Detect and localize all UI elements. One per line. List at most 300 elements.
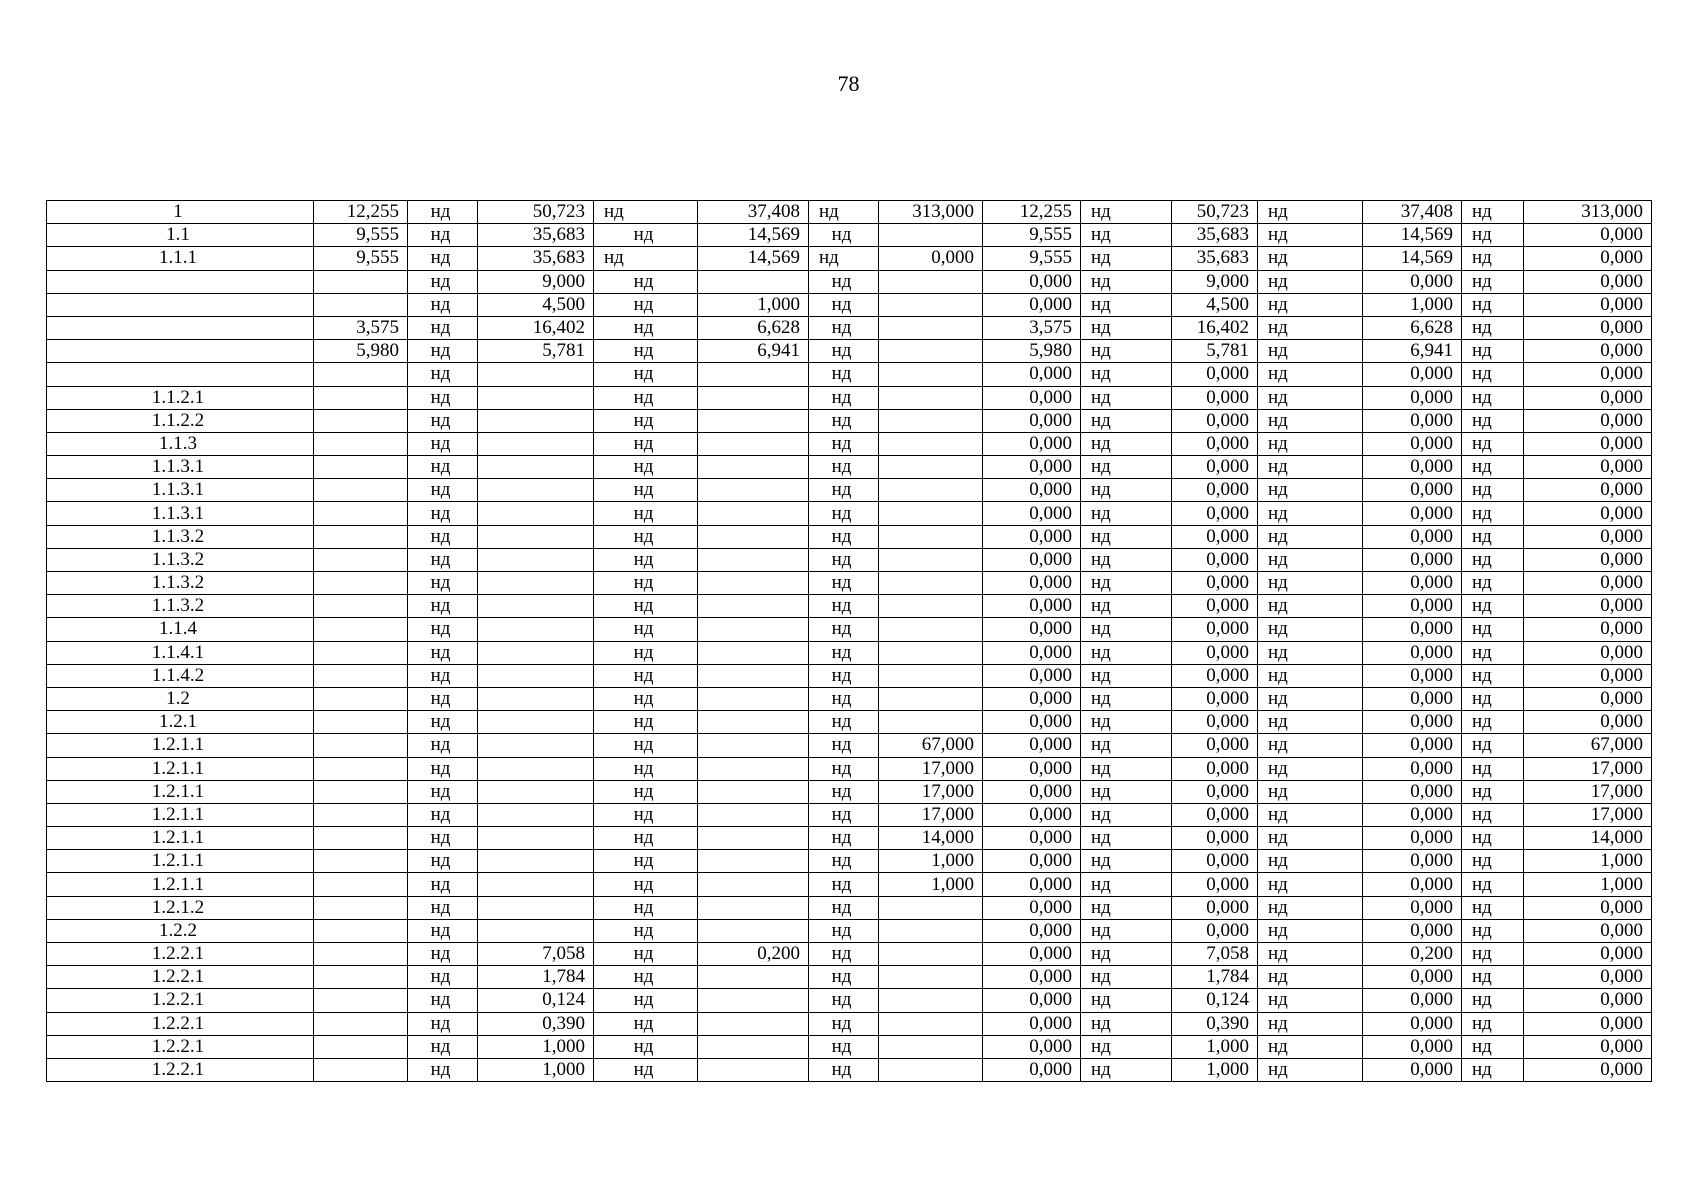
table-cell: нд [1081, 595, 1172, 618]
table-cell: 1,000 [1172, 1035, 1258, 1058]
table-cell: нд [1081, 224, 1172, 247]
table-cell: 0,000 [1363, 780, 1462, 803]
table-cell: нд [1258, 1058, 1363, 1081]
table-cell [314, 989, 408, 1012]
table-row [47, 780, 1652, 803]
table-row [47, 502, 1652, 525]
table-row [47, 224, 1652, 247]
table-cell: 0,000 [983, 827, 1081, 850]
table-cell [879, 896, 983, 919]
table-cell: 0,000 [983, 850, 1081, 873]
table-row [47, 1035, 1652, 1058]
table-cell: 6,628 [698, 316, 809, 339]
table-cell [478, 827, 594, 850]
table-cell: нд [1462, 641, 1524, 664]
table-cell: нд [1081, 409, 1172, 432]
table-cell [314, 548, 408, 571]
table-row [47, 548, 1652, 571]
table-cell: нд [1462, 850, 1524, 873]
table-cell [879, 641, 983, 664]
table-cell: 0,000 [1524, 1012, 1652, 1035]
table-cell: нд [1462, 456, 1524, 479]
table-cell: 0,000 [983, 409, 1081, 432]
table-cell: 0,000 [1524, 1035, 1652, 1058]
row-code-cell: 1.1.3.2 [47, 595, 314, 618]
table-row [47, 803, 1652, 826]
table-cell [698, 757, 809, 780]
table-cell: 17,000 [879, 780, 983, 803]
table-cell: нд [1462, 247, 1524, 270]
table-cell: нд [1081, 664, 1172, 687]
table-cell: нд [809, 1012, 879, 1035]
table-cell [698, 1012, 809, 1035]
table-cell: 0,000 [983, 1012, 1081, 1035]
table-row [47, 664, 1652, 687]
table-cell: 0,000 [1172, 548, 1258, 571]
table-cell: нд [1462, 293, 1524, 316]
table-cell [478, 664, 594, 687]
table-cell [879, 595, 983, 618]
table-cell: нд [1081, 618, 1172, 641]
table-cell: 6,941 [1363, 340, 1462, 363]
table-cell [314, 966, 408, 989]
table-cell: нд [594, 943, 698, 966]
table-cell: 0,000 [1172, 386, 1258, 409]
table-cell: нд [1258, 548, 1363, 571]
table-cell [478, 618, 594, 641]
table-cell [314, 432, 408, 455]
table-cell: нд [594, 1012, 698, 1035]
table-cell: 0,000 [1363, 711, 1462, 734]
table-cell: 17,000 [1524, 780, 1652, 803]
table-row [47, 850, 1652, 873]
table-cell [314, 827, 408, 850]
table-cell [698, 827, 809, 850]
table-cell: 0,000 [1363, 479, 1462, 502]
table-cell: нд [1258, 896, 1363, 919]
table-cell: 50,723 [478, 201, 594, 224]
row-code-cell [47, 316, 314, 339]
table-cell: 0,000 [983, 270, 1081, 293]
table-cell: нд [408, 1012, 478, 1035]
table-cell: нд [1258, 340, 1363, 363]
table-cell: нд [594, 479, 698, 502]
table-cell: нд [1258, 803, 1363, 826]
table-cell: 0,000 [983, 363, 1081, 386]
table-cell: нд [408, 850, 478, 873]
table-cell: 0,000 [983, 943, 1081, 966]
table-cell: нд [1258, 201, 1363, 224]
table-cell: нд [408, 363, 478, 386]
table-cell [879, 386, 983, 409]
table-cell [314, 618, 408, 641]
table-cell: нд [1081, 943, 1172, 966]
table-cell: нд [1462, 618, 1524, 641]
table-cell: нд [1462, 757, 1524, 780]
row-code-cell: 1.2.2 [47, 919, 314, 942]
table-cell [698, 502, 809, 525]
table-cell: нд [809, 479, 879, 502]
table-cell: нд [1258, 687, 1363, 710]
table-cell: 0,000 [983, 711, 1081, 734]
table-cell: нд [1081, 919, 1172, 942]
table-cell: 0,000 [1524, 572, 1652, 595]
table-cell: 0,124 [1172, 989, 1258, 1012]
table-cell: 0,000 [983, 618, 1081, 641]
table-cell: 0,000 [983, 664, 1081, 687]
table-cell: 0,000 [1172, 734, 1258, 757]
table-cell: нд [1081, 386, 1172, 409]
table-cell: нд [1258, 1035, 1363, 1058]
row-code-cell: 1.2.1.1 [47, 803, 314, 826]
table-cell: нд [809, 734, 879, 757]
table-cell: нд [1462, 664, 1524, 687]
table-cell: 14,569 [1363, 247, 1462, 270]
row-code-cell: 1.1.3.1 [47, 502, 314, 525]
table-cell [478, 456, 594, 479]
table-cell: нд [1258, 734, 1363, 757]
table-cell: 0,000 [983, 919, 1081, 942]
row-code-cell: 1.2.2.1 [47, 943, 314, 966]
row-code-cell: 1.2.1.2 [47, 896, 314, 919]
table-cell: нд [1081, 363, 1172, 386]
table-cell: 0,000 [1524, 293, 1652, 316]
table-cell [478, 711, 594, 734]
table-cell: 0,000 [1363, 989, 1462, 1012]
table-cell: нд [1081, 572, 1172, 595]
table-cell: 0,000 [1172, 525, 1258, 548]
row-code-cell: 1.1.3.1 [47, 479, 314, 502]
table-cell [879, 456, 983, 479]
table-cell [879, 664, 983, 687]
table-cell: нд [1081, 1058, 1172, 1081]
table-cell: нд [594, 618, 698, 641]
table-cell: 0,000 [1363, 456, 1462, 479]
table-cell: 0,000 [1363, 734, 1462, 757]
table-cell: 0,000 [1363, 432, 1462, 455]
table-cell: 0,000 [1363, 757, 1462, 780]
table-cell: 0,000 [1524, 316, 1652, 339]
table-cell: нд [809, 293, 879, 316]
table-cell: 0,000 [1172, 432, 1258, 455]
table-cell: 0,000 [1524, 386, 1652, 409]
table-cell: нд [1462, 1058, 1524, 1081]
table-cell [879, 409, 983, 432]
table-cell: нд [809, 664, 879, 687]
table-cell [314, 363, 408, 386]
data-table [46, 200, 1652, 1082]
table-cell: нд [594, 1035, 698, 1058]
table-cell: нд [594, 340, 698, 363]
table-cell [314, 1012, 408, 1035]
table-cell [478, 409, 594, 432]
table-cell [698, 919, 809, 942]
table-cell: 0,000 [1172, 664, 1258, 687]
row-code-cell: 1.2.2.1 [47, 1035, 314, 1058]
table-cell [698, 409, 809, 432]
table-cell: 0,000 [1363, 803, 1462, 826]
table-cell: нд [594, 247, 698, 270]
table-cell: 35,683 [478, 247, 594, 270]
table-cell [879, 572, 983, 595]
table-cell: 0,000 [1363, 1058, 1462, 1081]
table-cell [314, 943, 408, 966]
table-cell [879, 989, 983, 1012]
table-cell: нд [809, 386, 879, 409]
table-cell [879, 1012, 983, 1035]
table-cell [698, 711, 809, 734]
row-code-cell: 1.1.4.1 [47, 641, 314, 664]
table-cell: 0,000 [983, 687, 1081, 710]
table-cell: нд [1462, 409, 1524, 432]
table-cell: 0,000 [1172, 363, 1258, 386]
table-row [47, 432, 1652, 455]
table-cell: 4,500 [1172, 293, 1258, 316]
table-cell: 14,569 [698, 247, 809, 270]
table-cell: 0,000 [1524, 943, 1652, 966]
table-cell: 0,000 [1172, 757, 1258, 780]
page-number: 78 [837, 71, 860, 96]
table-cell: нд [1258, 943, 1363, 966]
table-cell: нд [809, 595, 879, 618]
table-cell: нд [809, 919, 879, 942]
table-cell: нд [1258, 757, 1363, 780]
table-cell [314, 1035, 408, 1058]
table-cell: нд [809, 989, 879, 1012]
table-cell: нд [1462, 873, 1524, 896]
table-cell [698, 270, 809, 293]
table-cell: нд [594, 919, 698, 942]
table-cell: нд [408, 595, 478, 618]
table-cell: нд [1081, 316, 1172, 339]
table-cell: нд [594, 386, 698, 409]
table-cell [478, 896, 594, 919]
table-cell: нд [1081, 247, 1172, 270]
table-cell [314, 711, 408, 734]
table-cell: 14,000 [1524, 827, 1652, 850]
table-cell: 0,000 [1524, 340, 1652, 363]
table-cell: 0,000 [1363, 966, 1462, 989]
table-cell: 0,000 [983, 502, 1081, 525]
table-cell: нд [1462, 525, 1524, 548]
table-cell: нд [1081, 1035, 1172, 1058]
table-cell [478, 734, 594, 757]
table-cell: нд [408, 664, 478, 687]
row-code-cell: 1.1.3.2 [47, 572, 314, 595]
table-cell: нд [594, 224, 698, 247]
table-cell: 0,000 [1524, 247, 1652, 270]
table-cell: 3,575 [314, 316, 408, 339]
table-cell: нд [594, 595, 698, 618]
table-cell: 5,980 [983, 340, 1081, 363]
table-row [47, 989, 1652, 1012]
table-row [47, 919, 1652, 942]
table-cell: 7,058 [478, 943, 594, 966]
table-cell: нд [1081, 896, 1172, 919]
table-cell: 67,000 [879, 734, 983, 757]
table-cell: нд [408, 757, 478, 780]
table-cell: 0,000 [1524, 664, 1652, 687]
table-cell: нд [1081, 502, 1172, 525]
table-cell: 5,980 [314, 340, 408, 363]
table-cell: 37,408 [698, 201, 809, 224]
table-cell [314, 502, 408, 525]
row-code-cell: 1.1 [47, 224, 314, 247]
table-cell: 0,000 [1524, 687, 1652, 710]
table-cell: 0,000 [1363, 827, 1462, 850]
table-cell: нд [809, 896, 879, 919]
table-cell [478, 525, 594, 548]
table-cell: нд [1081, 989, 1172, 1012]
table-row [47, 316, 1652, 339]
table-cell [698, 896, 809, 919]
table-cell: нд [1258, 432, 1363, 455]
table-cell: нд [1081, 432, 1172, 455]
table-cell [478, 919, 594, 942]
table-cell: 0,000 [1524, 966, 1652, 989]
table-cell [879, 270, 983, 293]
table-cell [879, 966, 983, 989]
table-cell: 14,569 [1363, 224, 1462, 247]
table-cell: 0,000 [1524, 270, 1652, 293]
table-cell: нд [809, 363, 879, 386]
table-cell: 0,000 [1524, 595, 1652, 618]
table-row [47, 641, 1652, 664]
table-cell [698, 456, 809, 479]
table-cell [698, 595, 809, 618]
table-cell [698, 572, 809, 595]
row-code-cell: 1.1.1 [47, 247, 314, 270]
table-cell: 0,000 [1363, 548, 1462, 571]
row-code-cell: 1.2.1 [47, 711, 314, 734]
table-cell: нд [809, 757, 879, 780]
table-cell: 7,058 [1172, 943, 1258, 966]
table-cell: нд [1258, 316, 1363, 339]
table-cell: 1,000 [1172, 1058, 1258, 1081]
table-cell: нд [1462, 734, 1524, 757]
table-cell: 0,000 [1172, 641, 1258, 664]
row-code-cell [47, 270, 314, 293]
table-cell: 0,000 [983, 548, 1081, 571]
table-cell: нд [1081, 803, 1172, 826]
table-cell: 0,000 [1524, 618, 1652, 641]
row-code-cell: 1.2.1.1 [47, 827, 314, 850]
table-cell: нд [1462, 316, 1524, 339]
table-cell [698, 525, 809, 548]
table-cell: нд [809, 687, 879, 710]
table-cell: 0,000 [1172, 456, 1258, 479]
table-cell [698, 803, 809, 826]
table-cell: 17,000 [879, 803, 983, 826]
table-cell: 313,000 [1524, 201, 1652, 224]
table-cell: нд [1258, 595, 1363, 618]
table-cell: нд [1258, 572, 1363, 595]
table-cell [314, 641, 408, 664]
table-cell: 0,000 [1172, 595, 1258, 618]
table-row [47, 827, 1652, 850]
table-cell [478, 757, 594, 780]
table-cell: 5,781 [478, 340, 594, 363]
row-code-cell: 1.1.3.2 [47, 525, 314, 548]
table-cell: нд [594, 664, 698, 687]
table-row [47, 201, 1652, 224]
table-row [47, 363, 1652, 386]
table-cell [698, 1035, 809, 1058]
table-cell [314, 919, 408, 942]
table-cell: 0,000 [1363, 572, 1462, 595]
table-cell: нд [1258, 224, 1363, 247]
table-cell: 0,000 [983, 479, 1081, 502]
table-cell [478, 479, 594, 502]
table-cell: нд [1462, 1035, 1524, 1058]
table-cell: 0,000 [983, 386, 1081, 409]
table-cell: 1,000 [1524, 873, 1652, 896]
table-cell: 0,124 [478, 989, 594, 1012]
table-cell: нд [1258, 363, 1363, 386]
table-cell: нд [408, 572, 478, 595]
table-cell [478, 803, 594, 826]
table-cell: 9,000 [1172, 270, 1258, 293]
table-cell: 1,000 [1363, 293, 1462, 316]
table-cell: нд [809, 780, 879, 803]
row-code-cell: 1.2.1.1 [47, 873, 314, 896]
table-cell: нд [408, 201, 478, 224]
table-cell: нд [594, 201, 698, 224]
table-cell [314, 896, 408, 919]
row-code-cell: 1.2.2.1 [47, 966, 314, 989]
table-cell [698, 687, 809, 710]
table-cell: нд [408, 827, 478, 850]
table-cell: нд [809, 1058, 879, 1081]
table-cell: 0,000 [1172, 618, 1258, 641]
table-cell [478, 687, 594, 710]
table-cell: нд [809, 340, 879, 363]
row-code-cell: 1.1.3 [47, 432, 314, 455]
table-cell [478, 780, 594, 803]
table-cell [478, 363, 594, 386]
table-cell [879, 711, 983, 734]
table-cell [698, 850, 809, 873]
table-cell: 0,000 [1363, 270, 1462, 293]
table-cell: 17,000 [1524, 757, 1652, 780]
table-body [47, 201, 1652, 1082]
table-cell: нд [594, 525, 698, 548]
table-cell: нд [408, 409, 478, 432]
table-cell [698, 548, 809, 571]
table-cell: нд [809, 409, 879, 432]
table-cell: нд [408, 316, 478, 339]
table-cell [879, 316, 983, 339]
table-cell [314, 525, 408, 548]
table-cell: 0,390 [1172, 1012, 1258, 1035]
table-cell: 17,000 [1524, 803, 1652, 826]
table-cell: нд [1462, 1012, 1524, 1035]
table-cell: 0,000 [1363, 687, 1462, 710]
table-cell [698, 641, 809, 664]
table-cell: 0,000 [983, 896, 1081, 919]
table-cell: нд [1462, 711, 1524, 734]
table-cell: нд [1462, 548, 1524, 571]
table-cell [879, 548, 983, 571]
table-row [47, 572, 1652, 595]
row-code-cell: 1.2.1.1 [47, 734, 314, 757]
table-row [47, 1012, 1652, 1035]
table-cell: нд [1462, 270, 1524, 293]
table-cell: нд [594, 896, 698, 919]
table-cell: 50,723 [1172, 201, 1258, 224]
table-cell: нд [1462, 224, 1524, 247]
table-cell: нд [1081, 641, 1172, 664]
